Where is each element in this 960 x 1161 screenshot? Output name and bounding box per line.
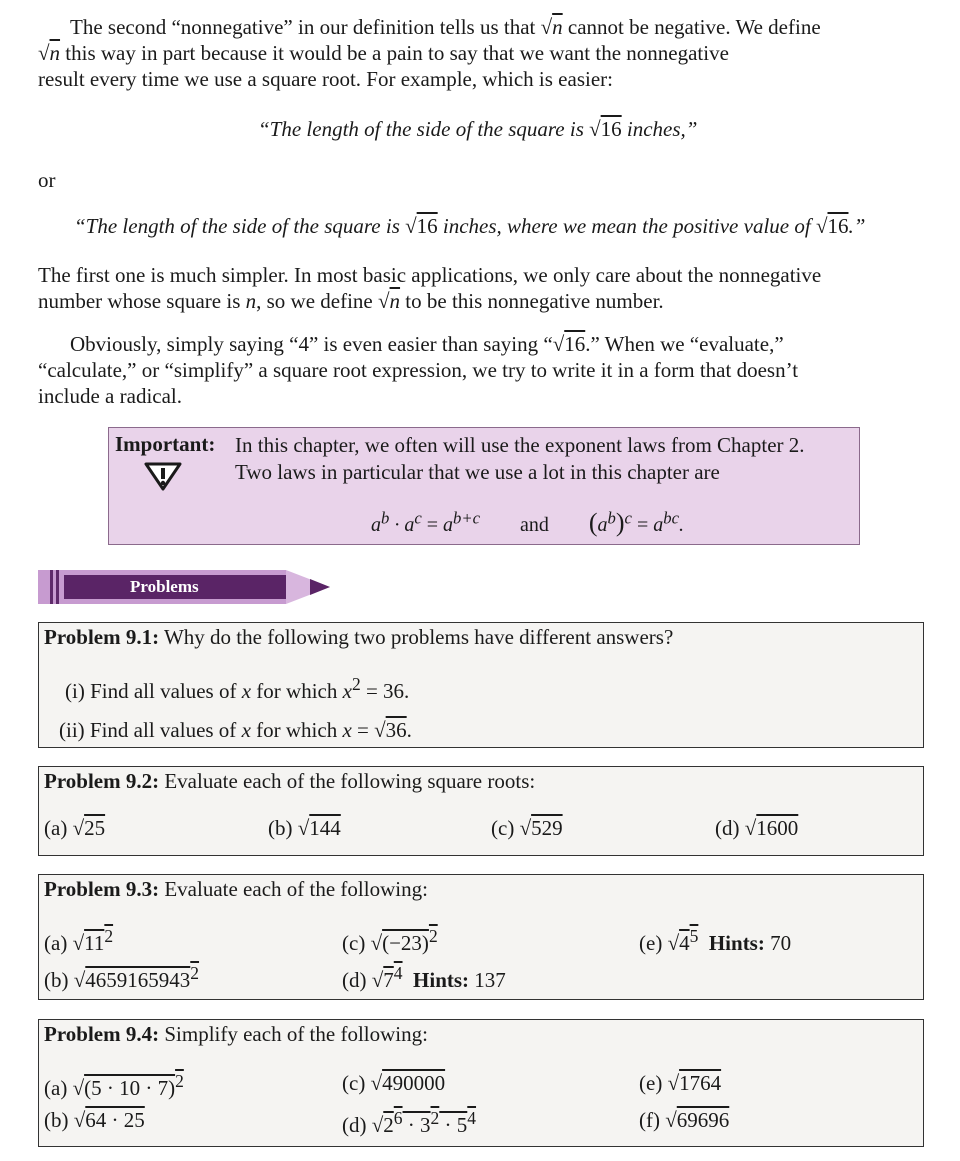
problem-9-3-e-hint[interactable]: Hints: 70	[708, 931, 792, 955]
paragraph-simpler-line2: number whose square is n, so we define √n to be this nonnegative number.	[38, 289, 664, 313]
problem-9-4-f: (f) √69696	[639, 1108, 730, 1132]
problem-9-2-a: (a) √25	[44, 816, 106, 840]
problems-banner-label: Problems	[130, 577, 199, 596]
paragraph-evaluate-line2: “calculate,” or “simplify” a square root expression, we try to write it in a form that doesn’t	[38, 358, 799, 382]
warning-icon	[143, 461, 183, 496]
problem-9-3-d: (d) $√7^4$ Hints: 137	[342, 963, 506, 992]
problem-9-4: Problem 9.4: Simplify each of the following: (a) $√(5 \cdot 10 \cdot 7)^2$ (c) √490000 (e) √1764 (b) √64 · 25 (d) $√2^6 \cdot 3^2 \cdot 5^4$ (f) √69696	[38, 1019, 924, 1147]
problem-9-1-part-ii: (ii) Find all values of x for which x = √36.	[59, 718, 412, 742]
law-power: $(a^b)^c = a^{bc}$.	[588, 508, 684, 537]
word-or: or	[38, 168, 56, 192]
problem-9-4-e: (e) √1764	[639, 1071, 722, 1095]
problem-9-4-c: (c) √490000	[342, 1071, 446, 1095]
law-product: $a^b \cdot a^c = a^{b+c}$	[371, 508, 480, 536]
problem-9-4-d: (d) $√2^6 \cdot 3^2 \cdot 5^4$	[342, 1108, 477, 1137]
quote-square-side: “The length of the side of the square is √16 inches,”	[258, 117, 698, 141]
paragraph-evaluate-line3: include a radical.	[38, 384, 183, 408]
paragraph-simpler: The first one is much simpler. In most basic applications, we only care about the nonnegative	[38, 263, 822, 287]
problem-9-3-c: (c) $√(-23)^2$	[342, 926, 438, 955]
problem-9-2-b: (b) √144	[268, 816, 341, 840]
problem-9-4-b: (b) √64 · 25	[44, 1108, 145, 1132]
problem-9-1: Problem 9.1: Why do the following two problems have different answers? (i) Find all values of x for which $x^2 = 36$. (ii) Find all values of x for which x = √36.	[38, 622, 924, 748]
problem-9-3-d-hint[interactable]: Hints: 137	[413, 968, 506, 992]
quote-square-side-positive: “The length of the side of the square is √16 inches, where we mean the positive value of √16.”	[74, 214, 866, 238]
problem-9-1-part-i: (i) Find all values of x for which $x^2 = 36$.	[65, 674, 410, 703]
important-text: In this chapter, we often will use the exponent laws from Chapter 2. Two laws in particular that we use a lot in this chapter are	[235, 433, 805, 484]
paragraph-nonnegative-line3: result every time we use a square root. For example, which is easier:	[38, 67, 613, 91]
important-callout	[108, 427, 860, 545]
paragraph-nonnegative: The second “nonnegative” in our definition tells us that √n cannot be negative. We define	[70, 15, 821, 39]
problem-9-3-b: (b) √4659165943$^2$	[44, 963, 200, 992]
problem-9-2-c: (c) √529	[491, 816, 563, 840]
paragraph-evaluate: Obviously, simply saying “4” is even easier than saying “√16.” When we “evaluate,”	[70, 332, 784, 356]
problem-9-2: Problem 9.2: Evaluate each of the following square roots: (a) √25 (b) √144 (c) √529 (d) √1600	[38, 766, 924, 856]
problem-9-3-a: (a) $√11^2$	[44, 926, 114, 955]
problem-9-3-e: (e) $√4^5$ Hints: 70	[639, 926, 792, 955]
paragraph-nonnegative-line2: √n this way in part because it would be a pain to say that we want the nonnegative	[38, 41, 729, 65]
exponent-laws: $a^b \cdot a^c = a^{b+c}$ and $(a^b)^c = a^{bc}$.	[371, 508, 684, 537]
problem-9-3: Problem 9.3: Evaluate each of the following: (a) $√11^2$ (c) $√(-23)^2$ (e) $√4^5$ Hints: 70 (b) √4659165943$^2$ (d) $√7^4$ Hints: 137	[38, 874, 924, 1000]
problem-9-2-d: (d) √1600	[715, 816, 799, 840]
problem-9-4-a: (a) $√(5 \cdot 10 \cdot 7)^2$	[44, 1071, 184, 1100]
important-label: Important:	[115, 432, 216, 456]
